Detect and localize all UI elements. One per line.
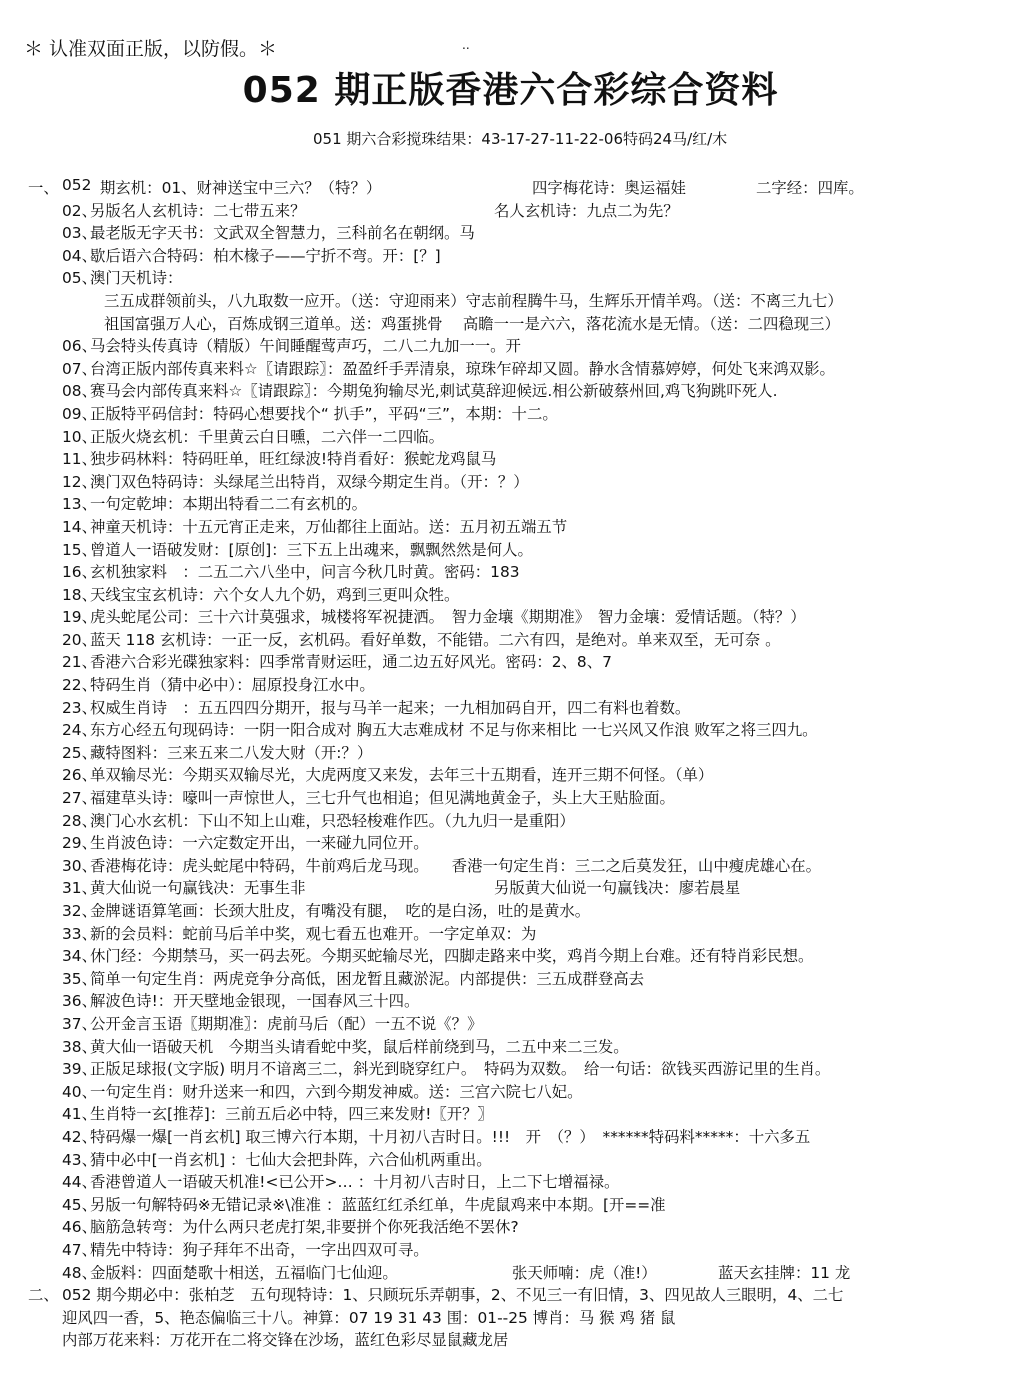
item-text: 黄大仙一语破天机 今期当头请看蛇中奖，鼠后样前绕到马，二五中来二三发。 <box>90 1037 629 1056</box>
item-text: 简单一句定生肖：两虎竞争分高低，困龙暂且藏淤泥。内部提供：三五成群登高去 <box>90 969 645 988</box>
item-number: 11、 <box>62 450 97 469</box>
item-number: 25、 <box>62 743 97 762</box>
item-text: 生肖波色诗：一六定数定开出，一来碰九同位开。 <box>90 834 429 853</box>
item-number: 46、 <box>62 1218 97 1237</box>
item-number: 13、 <box>62 495 97 514</box>
item-text: 金牌谜语算笔画：长颈大肚皮，有嘴没有腿， 吃的是白汤，吐的是黄水。 <box>90 902 591 920</box>
section2-line: 迎风四一香，5、艳态偏临三十八。神算：07 19 31 43 围：01--25 博肖：马 猴 鸡 猪 鼠 <box>62 1308 676 1327</box>
list-item <box>28 1238 1003 1261</box>
item-text: 香港六合彩光碟独家料：四季常青财运旺，通二边五好风光。密码：2、8、7 <box>90 653 612 672</box>
list-item <box>28 1261 1003 1284</box>
item-number: 40、 <box>62 1082 97 1101</box>
list-item <box>28 266 1003 289</box>
item-text: 权威生肖诗 ：五五四四分期开，报与马羊一起来；一九相加码自开，四二有料也着数。 <box>90 698 691 717</box>
item-number: 39、 <box>62 1060 97 1079</box>
item-number: 33、 <box>62 924 97 943</box>
list-item <box>28 1215 1003 1238</box>
item-number: 28、 <box>62 811 97 830</box>
item-number: 24、 <box>62 721 97 740</box>
list-item <box>28 221 1003 244</box>
item-text: 东方心经五句现码诗：一阴一阳合成对 胸五大志难成材 不足与你来相比 一七兴风又作浪 败军之将三四九。 <box>90 721 818 740</box>
list-item <box>28 1148 1003 1171</box>
list-item <box>28 718 1003 741</box>
list-item <box>28 538 1003 561</box>
list-item <box>28 1170 1003 1193</box>
item-number: 21、 <box>62 653 97 672</box>
item-text: 马会特头传真诗（精版）午间睡醒莺声巧，二八二九加一一。开 <box>90 337 521 356</box>
dots: .. <box>462 38 470 52</box>
item-number: 02、 <box>62 201 97 220</box>
item-text: 独步码林料：特码旺单，旺红绿波!特肖看好：猴蛇龙鸡鼠马 <box>90 450 497 469</box>
item-text: 特码生肖（猜中必中）：屈原投身江水中。 <box>90 676 375 695</box>
list-item <box>28 854 1003 877</box>
item-number: 42、 <box>62 1127 97 1146</box>
list-item-continuation: 祖国富强万人心，百炼成钢三道单。送：鸡蛋挑骨 高瞻一一是六六，落花流水是无情。（送：二四稳现三） <box>104 314 840 333</box>
list-item <box>28 357 1003 380</box>
item-number: 43、 <box>62 1150 97 1169</box>
item-text: 精先中特诗：狗子拜年不出奇，一字出四双可寻。 <box>90 1240 429 1259</box>
section-marker: 二、 <box>28 1286 59 1305</box>
list-item <box>28 176 1003 199</box>
item-text: 蓝天 118 玄机诗：一正一反，玄机码。看好单数，不能错。二六有四，是绝对。单来双至，无可奈 。 <box>90 630 781 649</box>
list-item <box>28 809 1003 832</box>
item-number: 07、 <box>62 359 97 378</box>
item-text: 澳门双色特码诗：头绿尾兰出特肖，双绿今期定生肖。（开：？） <box>90 472 529 491</box>
item-text: 正版特平码信封：特码心想要找个“ 扒手”，平码“三”，本期：十二。 <box>90 404 558 423</box>
item-number: 37、 <box>62 1014 97 1033</box>
item-text: 藏特图料：三来五来二八发大财（开:？） <box>90 743 373 762</box>
item-text: 新的会员料：蛇前马后羊中奖，观七看五也难开。一字定单双：为 <box>90 924 537 943</box>
list-item <box>28 741 1003 764</box>
list-item <box>28 1080 1003 1103</box>
previous-draw-result: 051 期六合彩搅珠结果：43-17-27-11-22-06特码24马/红/木 <box>313 130 728 148</box>
item-text: 正版火烧玄机：千里黄云白日曛，二六伴一二四临。 <box>90 427 444 446</box>
item-extra-text: 四字梅花诗：奥运福娃 <box>532 179 686 197</box>
list-item <box>28 199 1003 222</box>
section2-line <box>28 1283 1003 1306</box>
item-number: 31、 <box>62 879 97 898</box>
list-item <box>28 425 1003 448</box>
list-item <box>28 922 1003 945</box>
item-number: 14、 <box>62 517 97 536</box>
list-item <box>28 831 1003 854</box>
item-text: 一句定乾坤：本期出特看二二有玄机的。 <box>90 495 368 514</box>
list-item <box>28 899 1003 922</box>
item-text: 生肖特一玄[推荐]：三前五后必中特，四三来发财!〖开？〗 <box>90 1105 493 1124</box>
item-number: 35、 <box>62 969 97 988</box>
item-text: 玄机独家料 ：二五二六八坐中，问言今秋几时黄。密码：183 <box>90 563 520 582</box>
item-text: 休门经：今期禁马，买一码去死。今期买蛇输尽光，四脚走路来中奖，鸡肖今期上台难。还有特肖彩民想。 <box>90 947 814 966</box>
item-number: 09、 <box>62 404 97 423</box>
item-text: 公开金言玉语〖期期准〗：虎前马后（配）一五不说《？》 <box>90 1014 483 1033</box>
item-text: 一句定生肖：财升送来一和四，六到今期发神威。送：三宫六院七八妃。 <box>90 1082 583 1101</box>
section2-text: 052 期今期必中：张柏芝 五句现特诗：1、只顾玩乐弄朝事，2、不见三一有旧情，3、四见故人三眼明，4、二七 <box>62 1286 844 1305</box>
list-item <box>28 1057 1003 1080</box>
item-number: 10、 <box>62 427 97 446</box>
list-item <box>28 1035 1003 1058</box>
list-item <box>28 628 1003 651</box>
item-number: 08、 <box>62 382 97 401</box>
list-item <box>28 515 1003 538</box>
list-item <box>28 989 1003 1012</box>
item-number: 16、 <box>62 563 97 582</box>
list-item <box>28 1125 1003 1148</box>
item-number: 34、 <box>62 947 97 966</box>
item-text: 福建草头诗：嚎叫一声惊世人，三七升气也相追；但见满地黄金子，头上大王贴脸面。 <box>90 789 675 808</box>
item-number: 45、 <box>62 1195 97 1214</box>
item-text: 虎头蛇尾公司：三十六计莫强求，城楼将军祝捷洒。 智力金壤《期期准》 智力金壤：爱情话题。（特？） <box>90 608 806 627</box>
list-item <box>28 1193 1003 1216</box>
item-text: 澳门天机诗： <box>90 269 183 288</box>
list-item <box>28 244 1003 267</box>
item-number: 36、 <box>62 992 97 1011</box>
item-number: 27、 <box>62 789 97 808</box>
item-text: 特码爆一爆[一肖玄机] 取三博六行本期，十月初八吉时日。!!! 开 （？） ******特码料*****：十六多五 <box>90 1127 811 1146</box>
item-text: 赛马会内部传真来料☆〖请跟踪〗：今期兔狗输尽光,刺试莫辞迎候远.相公新破蔡州回,鸡飞狗跳吓死人. <box>90 382 778 401</box>
item-number: 19、 <box>62 608 97 627</box>
item-text: 正版足球报(文字版) 明月不谙离三二，斜光到晓穿红户。 特码为双数。 给一句话：欲钱买西游记里的生肖。 <box>90 1060 831 1079</box>
list-item <box>28 673 1003 696</box>
list-item-continuation: 三五成群领前头，八九取数一应开。（送：守迎雨来）守志前程腾牛马，生辉乐开情羊鸡。（送：不离三九七） <box>104 291 843 310</box>
item-number: 47、 <box>62 1240 97 1259</box>
list-item <box>28 763 1003 786</box>
item-text: 香港梅花诗：虎头蛇尾中特码，牛前鸡后龙马现。 香港一句定生肖：三二之后莫发狂，山中瘦虎雄心在。 <box>90 856 822 875</box>
item-number: 41、 <box>62 1105 97 1124</box>
list-item <box>28 786 1003 809</box>
item-text: 曾道人一语破发财：[原创]：三下五上出魂来，飘飘然然是何人。 <box>90 540 533 559</box>
list-item <box>28 447 1003 470</box>
item-number: 052 <box>62 176 92 194</box>
item-number: 20、 <box>62 630 97 649</box>
list-item <box>28 334 1003 357</box>
item-number: 38、 <box>62 1037 97 1056</box>
item-text: 澳门心水玄机：下山不知上山难，只恐轻梭难作匹。（九九归一是重阳） <box>90 811 575 830</box>
section2-line: 内部万花来料：万花开在二将交锋在沙场，蓝红色彩尽显鼠藏龙居 <box>62 1331 509 1350</box>
authenticity-note: ＊ 认准双面正版，以防假。＊ <box>24 38 278 60</box>
item-extra-text: 张天师喃：虎（准!） <box>512 1263 657 1282</box>
item-extra-text: 另版黄大仙说一句赢钱决：廖若晨星 <box>494 879 741 898</box>
list-item <box>28 605 1003 628</box>
item-number: 30、 <box>62 856 97 875</box>
item-number: 05、 <box>62 269 97 288</box>
item-text: 天线宝宝玄机诗：六个女人九个奶，鸡到三更叫众牲。 <box>90 585 460 604</box>
item-extra-text: 蓝天玄挂牌：11 龙 <box>718 1263 851 1282</box>
item-number: 12、 <box>62 472 97 491</box>
item-text: 解波色诗!：开天壁地金银现，一国春风三十四。 <box>90 992 420 1011</box>
item-number: 22、 <box>62 676 97 695</box>
item-text: 单双输尽光：今期买双输尽光，大虎两度又来发，去年三十五期看，连开三期不何怪。（单） <box>90 766 714 785</box>
list-item <box>28 650 1003 673</box>
item-text: 金版料：四面楚歌十相送，五福临门七仙迎。 <box>90 1263 398 1282</box>
list-item <box>28 876 1003 899</box>
list-item <box>28 560 1003 583</box>
item-text: 猜中必中[一肖玄机] ：七仙大会把卦阵，六合仙机两重出。 <box>90 1150 492 1169</box>
list-item <box>28 1012 1003 1035</box>
item-text: 神童天机诗：十五元宵正走来，万仙都往上面站。送：五月初五端五节 <box>90 517 568 536</box>
item-number: 29、 <box>62 834 97 853</box>
list-item <box>28 967 1003 990</box>
item-text: 黄大仙说一句赢钱决：无事生非 <box>90 879 306 898</box>
item-text: 脑筋急转弯：为什么两只老虎打架,非要拼个你死我活绝不罢休? <box>90 1218 519 1237</box>
list-item <box>28 470 1003 493</box>
item-number: 15、 <box>62 540 97 559</box>
item-number: 03、 <box>62 224 97 243</box>
item-text: 歇后语六合特码：柏木椽子——宁折不弯。开：[？] <box>90 246 441 265</box>
item-text: 最老版无字天书：文武双全智慧力，三科前名在朝纲。马 <box>90 224 475 243</box>
list-item <box>28 492 1003 515</box>
item-extra-text: 二字经：四库。 <box>756 179 864 197</box>
item-number: 32、 <box>62 902 97 920</box>
item-number: 18、 <box>62 585 97 604</box>
item-number: 06、 <box>62 337 97 356</box>
list-item <box>28 1102 1003 1125</box>
list-item <box>28 402 1003 425</box>
item-number: 44、 <box>62 1173 97 1192</box>
item-extra-text: 名人玄机诗：九点二为先？ <box>494 201 679 220</box>
content-list <box>28 176 1003 1351</box>
item-text: 另版一句解特码※无错记录※\准准 ：蓝蓝红红杀红单，牛虎鼠鸡来中本期。[开==准 <box>90 1195 666 1214</box>
item-number: 23、 <box>62 698 97 717</box>
list-item <box>28 379 1003 402</box>
item-number: 48、 <box>62 1263 97 1282</box>
list-item <box>28 944 1003 967</box>
list-item <box>28 583 1003 606</box>
item-text: 另版名人玄机诗：二七带五来？ <box>90 201 306 220</box>
item-text: 台湾正版内部传真来料☆〖请跟踪〗：盈盈纤手弄清泉，琼珠乍碎却又圆。静水含情慕婷婷，何处飞来鸿双影。 <box>90 359 835 378</box>
section-marker: 一、 <box>28 179 59 197</box>
item-text: 香港曾道人一语破天机准!<已公开>… ：十月初八吉时日，上二下七增福禄。 <box>90 1173 620 1192</box>
item-number: 26、 <box>62 766 97 785</box>
page-title: 052 期正版香港六合彩综合资料 <box>242 70 779 111</box>
item-text: 期玄机：01、财神送宝中三六？（特？） <box>100 179 382 197</box>
list-item <box>28 696 1003 719</box>
item-number: 04、 <box>62 246 97 265</box>
